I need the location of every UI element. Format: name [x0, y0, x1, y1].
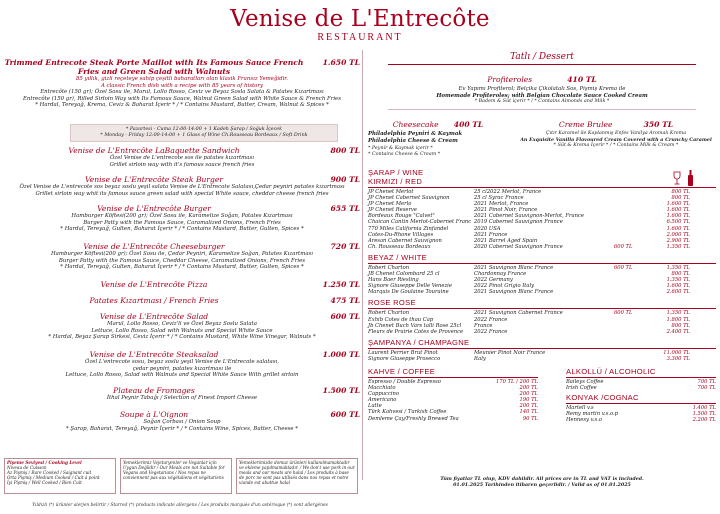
wine-details: Italy [474, 355, 486, 362]
dish-price: 600 TL [330, 410, 360, 419]
dish-desc: Lettuce, Lollo Rosso, Salad with Walnuts and Special White Sauce With grillet sirloin [65, 372, 299, 379]
drink-name: Martell v.s [566, 405, 594, 412]
dish-allergens: * Hardal, Tereyağ, Gulten, Baharat İçerir * / * Contains Mustard, Butter, Gulten, Spices * [60, 226, 304, 233]
wine-row [368, 289, 716, 295]
drink-price: 1.500 TL [692, 411, 716, 418]
cooking-level-line: Az Pişmiş / Rare Cooked / Saignant cuit [7, 470, 92, 475]
dish-desc: Marul, Lollo Rosso, Ceviz'li ve Özel Beyaz Soslu Salata [107, 321, 257, 327]
drink-price: 2.200 TL [692, 417, 716, 424]
wine-name: JP Chenet Cabernet Sauvignon [368, 195, 450, 202]
dessert-divider [388, 64, 696, 65]
cooking-level-title: Pişeme Seviyesi / Cooking Level [7, 460, 82, 465]
drink-price: 140 TL [519, 409, 538, 416]
cognac-title: KONYAK /COGNAC [566, 393, 639, 403]
dessert-row [368, 112, 716, 158]
dish-name: Trimmed Entrecote Steak Porte Maillot with Its Famous Sauce French Fries and Green Salad with Walnuts [4, 58, 304, 76]
dessert-profiteroles [368, 67, 716, 105]
lunch-offer-tr: * Pazartesi - Cuma 12:00-14:00 + 1 Kadeh Şarap / Soğuk İçecek [125, 127, 283, 132]
wine-details: 2021 Barrel Aged Spain [474, 237, 538, 244]
wine-bottle-icon [668, 170, 702, 186]
dessert-title: Tatlı / Dessert [510, 52, 574, 62]
dish-price: 600 TL [330, 312, 360, 321]
drink-price: 700 TL [697, 378, 716, 385]
wine-title: ŞARAP / WINE [368, 168, 424, 177]
wine-details: 2021 Sauvignon Cabernet France [474, 310, 563, 317]
dish-desc: İthal Peynir Tabağı / Selection of Finest Import Cheese [106, 395, 258, 401]
dish-price: 475 TL [330, 296, 360, 305]
dish-desc: Entrecôte (150 gr), Rilled Sirloin Way with Its Famous Sauce, Walnut Green Salad with White Sauce & French Fries [23, 95, 341, 102]
wine-name: Marquis De Goulaine Touraine [368, 289, 449, 296]
cooking-level-line: Orta Pişmiş / Medium Cooked / Cuit à point [7, 475, 100, 480]
dish-name: Soupe à L'Oignon [119, 410, 189, 419]
dish-name: Venise de L'Entrecôte Burger [97, 204, 211, 213]
wine-row [368, 329, 716, 335]
dish-allergens: * Hardal, Tereyağ, Krema, Ceviz & Baharat İçerir * / * Contains Mustard, Butter, Cream, Walnut & Spices * [35, 102, 329, 109]
dessert-allergens: * Badem & Süt içerir * / * Contains Almonds and Milk * [474, 99, 610, 105]
coffee-list [368, 379, 538, 422]
wine-glass-price [614, 289, 654, 295]
dish-price: 900 TL [330, 175, 360, 184]
dish-french-fries [4, 296, 360, 312]
wine-glass-price [614, 329, 654, 335]
wine-name: Chaican Cantin Merlot-Cabernet Franc [368, 219, 472, 226]
dessert-price: 410 TL [567, 75, 597, 84]
lunch-offer-en: * Monday - Friday 12:00-14:00 + 1 Glass of Wine Ch.Rousseau Bordeaux / Soft Drink [100, 133, 308, 138]
wine-bottle-price: 2.900 TL [666, 237, 690, 244]
restaurant-subtitle: RESTAURANT [317, 32, 403, 43]
wine-section [368, 168, 716, 423]
price-notice-line: 01.01.2025 Tarihinden itibaren geçerlidir. / Valid as of 01.01.2025 [453, 482, 631, 488]
drink-row [566, 417, 716, 423]
dish-name: Venise de L'Entrecôte Salad [99, 312, 209, 321]
wine-details: Meunier Pinot Noir France [474, 349, 546, 356]
drink-price: 700 TL [697, 385, 716, 392]
dish-allergens: * Şarap, Baharat, Tereyağ, Peynir İçerir * / * Contains Wine, Spices, Butter, Cheese * [65, 425, 299, 432]
wine-divider [368, 348, 716, 349]
wine-glass-price: 600 TL [614, 243, 633, 250]
drink-price: 190 TL [519, 397, 538, 404]
drink-name: Americano [368, 397, 397, 404]
dessert-allergens: * Contains Cheese & Cream * [368, 152, 441, 158]
dish-name: Patates Kızartması / French Fries [89, 296, 219, 305]
drink-name: Cappuccino [368, 391, 399, 398]
wine-row [368, 244, 716, 250]
drink-name: Macchiato [368, 385, 396, 392]
wine-bottle-price: 2.600 TL [666, 289, 690, 296]
wine-name: Bordeaux Rouge "Calvet" [368, 213, 435, 220]
dish-desc: Özel Venise de L'entrecote sos ile patates kızartması [109, 155, 254, 161]
dessert-divider [388, 109, 696, 110]
allergen-footnote: Yıldızlı (*) ürünler alerjen belirtir / Starred (*) products indicate allergens / Les produits marqués d'un astérisque (*) sont allergènes [32, 503, 328, 508]
wine-details: 2022 Pinot Grigio Italy [474, 283, 535, 290]
wine-details: 2020 Cabernet Sauvignon France [474, 243, 563, 250]
cognac-list [566, 405, 716, 423]
dish-cheese-plate [4, 386, 360, 410]
wine-bottle-price: 1.600 TL [666, 201, 690, 208]
header [0, 6, 720, 43]
wine-details: 2021 Merlot, France [474, 201, 529, 208]
wine-details: 2021 Cabernet Sauvignon-Merlot, France [474, 213, 584, 220]
dish-desc: A classic French dish with a recipe with 85 years of history [100, 82, 264, 89]
dessert-name: Cheesecake [392, 120, 439, 130]
wine-details: 2019 Cabernet Sauvignon France [474, 219, 563, 226]
dish-allergens: * Hardal, Beyaz Şarap Sirkesi, Ceviz İçerir * / * Contains Mustard, White Wine Vinegar, Walnuts * [48, 334, 316, 341]
dish-price: 1.250 TL [322, 280, 360, 289]
dish-salad [4, 312, 360, 350]
dish-price: 1.000 TL [322, 350, 360, 359]
wine-details: 2022 France [474, 316, 508, 323]
wine-name: Signore Giuseppe Delle Venezie [368, 283, 452, 290]
dessert-desc: An Exquisite Vanilla Flavoured Cream Covered with a Crunchy Caramel [520, 137, 712, 144]
wine-bottle-price: 1.350 TL [666, 243, 690, 250]
dish-cheeseburger [4, 242, 360, 280]
wine-name: Laurent Perrier Brut Pinot [368, 349, 438, 356]
wine-bottle-price: 3.300 TL [666, 355, 690, 362]
drink-name: Irish Coffee [566, 385, 597, 392]
dish-desc: Burger Patty with the Famous Sauce, Cheddar Cheese, Caramalized Onions, French Fries [58, 257, 306, 264]
dish-steak-burger [4, 175, 360, 204]
drinks-row [368, 367, 716, 423]
dish-desc: Hamburger Köftesi(200 gr); Özel Sosu ile, Karamelize Soğan, Patates Kızartması [71, 213, 293, 219]
dessert-allergens: * Peynir & Kaymak içerir * [368, 146, 433, 152]
dish-desc: Burger Patty with the Famous Sauce, Caramalized Onions, French Fries [83, 219, 281, 226]
wine-name: Exhib Cotes de thau Cap [368, 316, 434, 323]
drink-name: Türk Kahvesi / Turkish Coffee [368, 409, 447, 416]
wine-details: 2021 Pinot Noir, France [474, 207, 538, 214]
dessert-price: 400 TL [453, 120, 484, 130]
drink-row [566, 385, 716, 391]
wine-name: JP Chenet Merlo [368, 201, 412, 208]
dessert-desc: Philadelphia Peyniri & Kaymak [368, 131, 463, 138]
wine-name: Fleurs de Prairie Cotes de Provence [368, 328, 464, 335]
wine-name: 770 Miles California Zinfandel [368, 225, 449, 232]
dessert-desc: Homemade Profiteroles; with Belgian Chocolate Sauce Cooked Cream [436, 92, 648, 99]
dish-price: 1.500 TL [322, 386, 360, 395]
dessert-cheesecake [368, 112, 508, 158]
champagne-list [368, 350, 716, 362]
alcohol-title: ALKOLLÜ / ALCOHOLIC [566, 366, 656, 376]
wine-bottle-price: 1.350 TL [666, 277, 690, 284]
wine-bottle-price: 2.400 TL [666, 328, 690, 335]
dish-list [4, 146, 360, 440]
wine-details: 2021 Sauvignon Blanc France [474, 264, 554, 271]
wine-name: JP Chenet Merlot [368, 189, 414, 195]
wine-name: Jb Chenet Buch Vars talli Rose 25cl [368, 322, 462, 329]
alcohol-list [566, 379, 716, 391]
dish-name: Plateau de Fromages [113, 386, 195, 395]
wine-bottle-price: 1.350 TL [666, 310, 690, 317]
rose-wine-title: ROSE ROSE [368, 298, 416, 308]
dish-price: 720 TL [330, 242, 360, 251]
wine-bottle-price: 1.600 TL [666, 283, 690, 290]
wine-bottle-price: 1.350 TL [666, 264, 690, 271]
vegan-notice-box [120, 458, 232, 494]
drink-price: 200 TL [519, 385, 538, 392]
wine-details: 2021 Sauvignon Blanc France [474, 289, 554, 296]
wine-details: 2020 USA [474, 225, 501, 232]
wine-bottle-price: 800 TL [671, 189, 690, 195]
drink-name: Hennesy v.s.o [566, 417, 602, 424]
wine-bottle-price: 2.000 TL [666, 231, 690, 238]
white-wine-list [368, 265, 716, 295]
drink-price: 90 TL [522, 415, 538, 422]
dish-desc: Entrecôte (150 gr); Özel Sosu ile, Marul, Lollo Rosso, Ceviz ve Beyaz Sosla Salata & Patates Kızartması [40, 89, 324, 96]
wine-bottle-price: 1.600 TL [666, 213, 690, 220]
drink-name: Baileys Coffee [566, 378, 604, 385]
dessert-price: 350 TL [643, 120, 674, 130]
dish-name: Venise de L'Entrecôte Steaksalad [89, 350, 219, 359]
dish-price: 655 TL [330, 204, 360, 213]
cooking-level-line: İyi Pişmiş / Well Cooked / Bien Cuit [7, 480, 82, 485]
wine-details: 2022 France [474, 328, 508, 335]
halal-notice-box [236, 458, 358, 494]
restaurant-logo: Venise de L'Entrecôte [230, 6, 490, 32]
wine-divider [368, 308, 716, 309]
dish-desc: Hamburger Köftesi(200 gr); Özel Sosu ile, Çedar Peyniri, Karamelize Soğan, Patates Kızartması [50, 251, 314, 257]
wine-bottle-price: 11.000 TL [663, 349, 690, 356]
cognac-divider [566, 403, 716, 404]
dish-sandwich [4, 146, 360, 175]
wine-name: Robert Charton [368, 310, 410, 317]
wine-name: JP Chenet Reserve [368, 207, 417, 214]
wine-bottle-price: 1.600 TL [666, 207, 690, 214]
dessert-name: Creme Brulee [558, 120, 613, 130]
dessert-name: Profiteroles [487, 75, 533, 84]
dish-desc: Grillet sirloin way with it's famous sauce french fries [109, 161, 255, 168]
wine-bottle-price: 1.800 TL [666, 316, 690, 323]
dish-desc: Soğan Çorbası / Onion Soup [143, 419, 221, 425]
dish-allergens: * Hardal, Tereyağ, Gulten, Baharat İçerir * / * Contains Mustard, Butter, Gulten, Spices * [60, 264, 304, 271]
vegan-notice-text: Yemeklerimiz Vejetaryenler ve Veganlar için Uygun Değildir / Our Meals are not Suitable for Vegans and Vegetarians / Nos repas ne conviennent pas aux végétaliens et végétariens [123, 460, 225, 480]
drink-price: 170 TL / 200 TL [496, 378, 538, 385]
dish-price: 800 TL [330, 146, 360, 155]
cooking-level-box [4, 458, 116, 494]
red-wine-title: KIRMIZI / RED [368, 177, 423, 186]
dish-name: Venise de L'Entrecôte LaBaquette Sandwich [68, 146, 240, 155]
wine-name: Hans Baer Riesling [368, 277, 419, 284]
coffee-title: KAHVE / COFFEE [368, 366, 436, 376]
coffee-section [368, 367, 538, 423]
dessert-desc: Philadelphia Cheese & Cream [368, 137, 458, 144]
dish-price: 1.650 TL [322, 58, 360, 67]
dish-burger [4, 204, 360, 242]
wine-glass-price: 600 TL [614, 310, 633, 317]
wine-row [368, 356, 716, 362]
drink-price: 200 TL [519, 391, 538, 398]
dessert-desc: Ev Yapımı Profiterol; Belçika Çikolatalı Sos, Pişmiş Krema ile [458, 86, 626, 92]
rose-wine-list [368, 310, 716, 334]
wine-divider [368, 187, 716, 188]
white-wine-title: BEYAZ / WHITE [368, 252, 428, 262]
dish-desc: Grillet sirloin way whit its famous sauce green salad with special White sauce, cheddar cheese french fries [35, 190, 329, 197]
wine-details: Chardonnay France [474, 271, 527, 278]
cooking-level-line: Niveau de Cuisson [7, 465, 47, 470]
dish-pizza [4, 280, 360, 296]
dish-steaksalad [4, 350, 360, 386]
drink-price: 200 TL [519, 403, 538, 410]
dish-name: Venise de L'Entrecôte Pizza [100, 280, 208, 289]
wine-bottle-price: 800 TL [671, 271, 690, 278]
wine-details: 25 cl Syrac France [474, 195, 524, 202]
wine-name: Aresan Cabernet Sauvignon [368, 237, 442, 244]
wine-bottle-price: 6.500 TL [666, 219, 690, 226]
wine-details: France [474, 322, 493, 329]
drink-row [368, 416, 538, 422]
dessert-creme-brulee [516, 112, 716, 158]
wine-details: 2021 France [474, 231, 508, 238]
wine-bottle-price: 800 TL [671, 322, 690, 329]
dish-name: Venise de L'Entrecôte Steak Burger [84, 175, 224, 184]
dish-desc: Özel L'entrecote sosu, beyaz soslu yeşil Venise de L'Entrecote salatası, [85, 359, 279, 365]
wine-name: Ch. Rousseau Bordeaux [368, 243, 431, 250]
drink-name: Espresso / Double Espresso [368, 378, 441, 385]
wine-divider [368, 263, 716, 264]
wine-glass-price [614, 356, 654, 362]
drink-name: Latte [368, 403, 382, 410]
dish-desc: Lettuce, Lollo Rosso, Salad with Walnuts and Special White Sauce [91, 327, 273, 334]
wine-bottle-price: 800 TL [671, 195, 690, 202]
champagne-title: ŞAMPANYA / CHAMPAGNE [368, 337, 470, 347]
wine-name: Robert Charton [368, 264, 410, 271]
dessert-allergens: * Süt & Krema İçerir * / * Contains Milk & Cream * [553, 143, 679, 149]
wine-bottle-price: 1.600 TL [666, 225, 690, 232]
drink-price: 1.400 TL [692, 405, 716, 412]
dish-name: Venise de L'Entrecôte Cheeseburger [83, 242, 225, 251]
wine-details: 2022 Germany [474, 277, 513, 284]
wine-name: Cotes-Du-Rhone Villages [368, 231, 434, 238]
wine-name: Signore Giuseppe Prosecco [368, 355, 441, 362]
dessert-drinks-column [368, 50, 716, 488]
price-notice-line: Tüm fiyatlar TL olup, KDV dahildir. All prices are in TL and VAT is included. [440, 476, 644, 482]
price-notice [368, 476, 716, 488]
dish-desc: 85 yıllık, gizli reçeteye sahip çeşitli baharatları olan klasik Fransız Yemeğidir. [75, 76, 288, 82]
alcohol-divider [566, 377, 716, 378]
column-divider [362, 50, 363, 480]
dish-desc: çedar peyniri, patates kızartması ile [132, 365, 232, 372]
wine-glass-price: 600 TL [614, 264, 633, 271]
dessert-desc: Çıtır Karamel ile Kaplanmış Enfes Vanilya Aromalı Krema [545, 131, 687, 137]
coffee-divider [368, 377, 538, 378]
drink-name: Remy martin v.s.o.p [566, 411, 618, 418]
halal-notice-text: Yemeklerimizde domuz ürünleri kullanılmamaktadır ve ekleme yapılmamaktadır. / We don't use pork in our meals and our meats are halal / Les produits à base de porc ne sont pas utilisés dans nos repas et notre viande est abattue halal [239, 460, 355, 485]
drink-name: Demleme Çay/Freshly Brewed Tea [368, 415, 459, 422]
wine-name: JB Chenet Colombard 25 cl [368, 271, 440, 278]
dish-desc: Özel Venise de L'entrecote sos beyaz soslu yeşil salata Venise de L'Entrecote Salatası,Çedar peyniri patates kızartması [19, 184, 345, 190]
lunch-offer-box [70, 124, 338, 142]
red-wine-list [368, 189, 716, 250]
dish-trimmed-entrecote [4, 58, 360, 109]
dish-onion-soup [4, 410, 360, 440]
alcohol-section [566, 367, 716, 423]
wine-details: 25 cl2022 Merlot, France [474, 189, 542, 195]
